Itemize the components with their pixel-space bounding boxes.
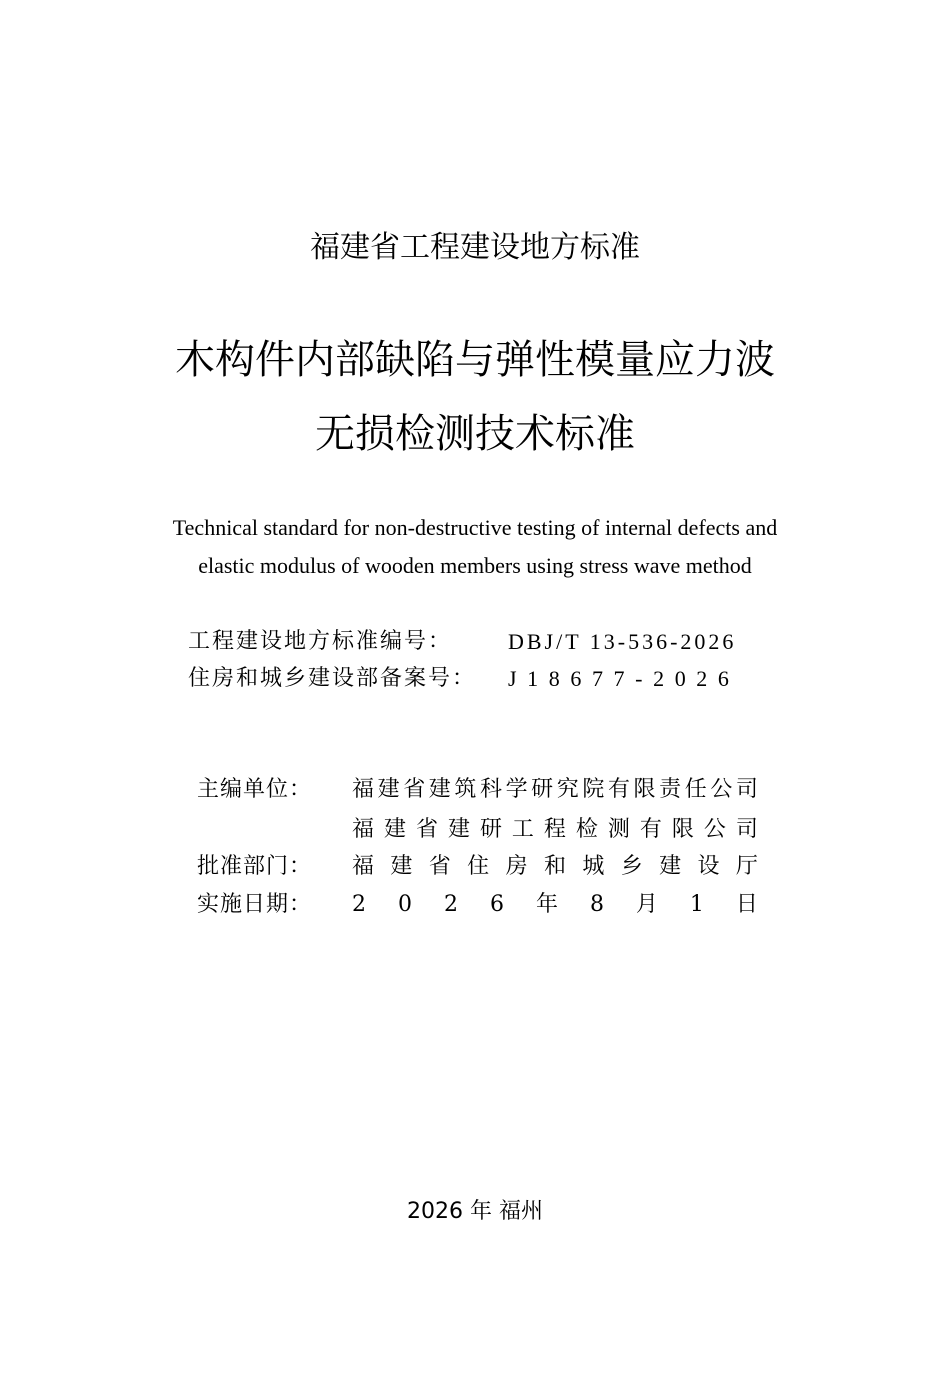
glyph: 责 [659, 777, 682, 802]
glyph: 有 [607, 777, 630, 802]
glyph: 公 [710, 777, 733, 802]
glyph: 1 [689, 892, 704, 917]
glyph: 建 [383, 817, 406, 842]
glyph: 乡 [620, 854, 643, 879]
glyph: 有 [639, 817, 662, 842]
glyph: 研 [531, 777, 554, 802]
glyph: 2 [352, 892, 366, 917]
glyph: 月 [635, 892, 658, 917]
glyph: 省 [403, 777, 426, 802]
glyph: 工 [511, 817, 534, 842]
glyph: 院 [582, 777, 605, 802]
glyph: 检 [575, 817, 598, 842]
glyph: 省 [415, 817, 438, 842]
glyph: 公 [703, 817, 726, 842]
glyph: 研 [479, 817, 502, 842]
glyph: 司 [735, 817, 758, 842]
glyph: 日 [735, 892, 758, 917]
glyph: 筑 [454, 777, 477, 802]
glyph: 8 [589, 892, 604, 917]
glyph: 2 [443, 892, 458, 917]
series-title: 福建省工程建设地方标准 [310, 230, 640, 265]
document-title-line-1: 木构件内部缺陷与弹性模量应力波 [175, 337, 775, 383]
english-title-line-2: elastic modulus of wooden members using stress wave method [198, 553, 752, 578]
glyph: 任 [684, 777, 707, 802]
glyph: 和 [543, 854, 566, 879]
implementation-date [352, 890, 758, 920]
glyph: 建 [659, 854, 682, 879]
glyph: 建 [390, 854, 413, 879]
glyph: 福 [352, 817, 375, 842]
filing-number: J18677-2026 [508, 666, 740, 691]
glyph: 限 [671, 817, 694, 842]
glyph: 房 [505, 854, 528, 879]
glyph: 学 [505, 777, 528, 802]
glyph: 福 [352, 777, 375, 802]
glyph: 住 [467, 854, 490, 879]
chief-editor-unit-2 [352, 815, 758, 845]
glyph: 测 [607, 817, 630, 842]
glyph: 福 [352, 854, 375, 879]
glyph: 司 [735, 777, 758, 802]
glyph: 建 [447, 817, 470, 842]
standard-number-label: 工程建设地方标准编号： [188, 629, 453, 654]
glyph: 年 [535, 892, 558, 917]
glyph: 城 [582, 854, 605, 879]
approving-department-label: 批准部门： [197, 854, 313, 879]
glyph: 科 [479, 777, 502, 802]
glyph: 建 [428, 777, 451, 802]
approving-department [352, 852, 758, 882]
glyph: 省 [428, 854, 451, 879]
glyph: 建 [377, 777, 400, 802]
glyph: 厅 [735, 854, 758, 879]
glyph: 究 [556, 777, 579, 802]
implementation-date-label: 实施日期： [197, 892, 313, 917]
chief-editor-label: 主编单位： [197, 777, 313, 802]
glyph: 程 [543, 817, 566, 842]
standard-number: DBJ/T 13-536-2026 [508, 629, 737, 654]
document-title-line-2: 无损检测技术标准 [315, 411, 635, 457]
glyph: 6 [489, 892, 504, 917]
chief-editor-unit-1 [352, 775, 758, 805]
filing-number-label: 住房和城乡建设部备案号： [188, 666, 477, 691]
glyph: 限 [633, 777, 656, 802]
publication-year-place: 2026 年 福州 [407, 1199, 543, 1224]
english-title-line-1: Technical standard for non-destructive testing of internal defects and [172, 515, 778, 540]
glyph: 0 [397, 892, 412, 917]
glyph: 设 [697, 854, 720, 879]
